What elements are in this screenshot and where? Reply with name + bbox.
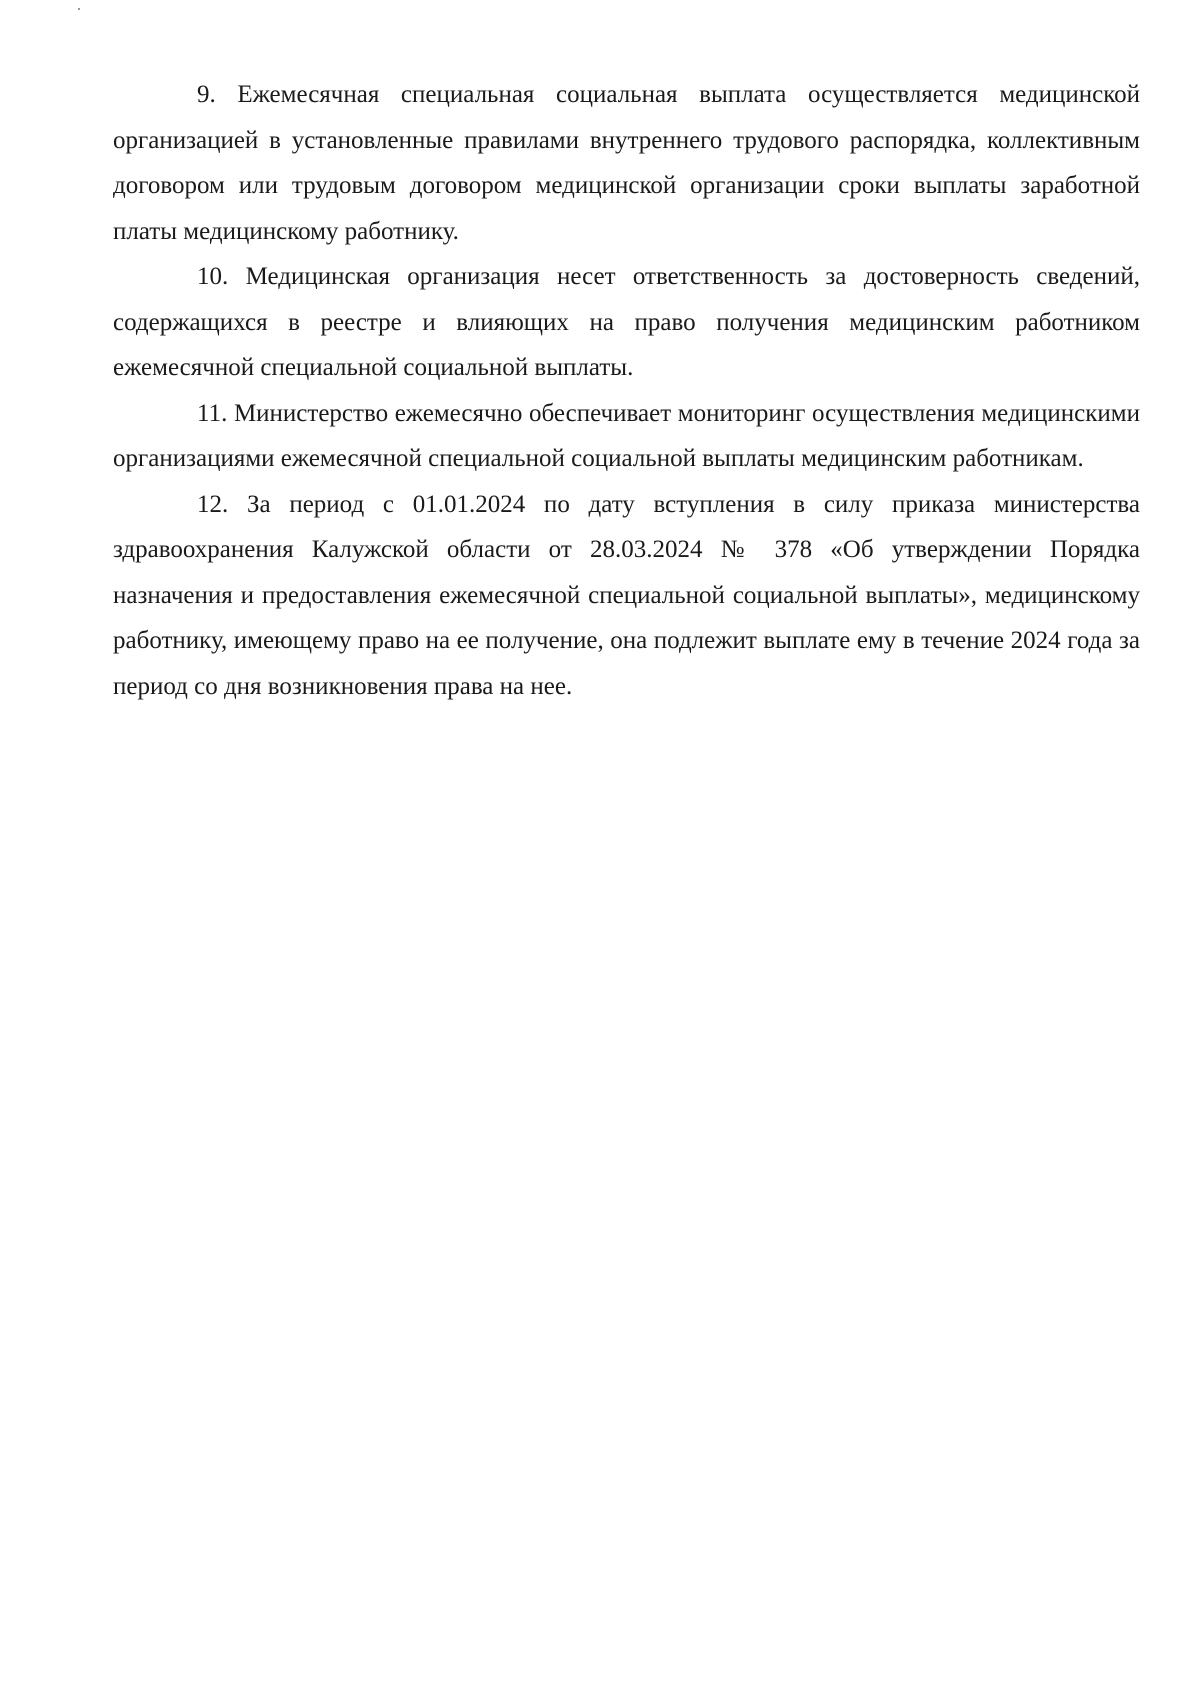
paragraph-9: 9. Ежемесячная специальная социальная выплата осуществляется медицинской организацией в установленные правилами внутреннего трудового распорядка, коллективным договором или трудовым договором медицинской организации сроки выплаты заработной платы медицинскому работнику. <box>113 81 1140 245</box>
scan-mark <box>78 8 80 10</box>
paragraph-12: 12. За период с 01.01.2024 по дату вступления в силу приказа министерства здравоохранения Калужской области от 28.03.2024 № 378 «Об утверждении Порядка назначения и предоставления ежемесячной специальной социальной выплаты», медицинскому работнику, имеющему право на ее получение, она подлежит выплате ему в течение 2024 года за период со дня возникновения права на нее. <box>113 490 1140 700</box>
paragraph-10: 10. Медицинская организация несет ответственность за достоверность сведений, содержащихся в реестре и влияющих на право получения медицинским работником ежемесячной специальной социальной выплаты. <box>113 263 1140 381</box>
document-body <box>113 72 1140 709</box>
paragraph-11: 11. Министерство ежемесячно обеспечивает мониторинг осуществления медицинскими организациями ежемесячной специальной социальной выплаты медицинским работникам. <box>113 399 1140 472</box>
